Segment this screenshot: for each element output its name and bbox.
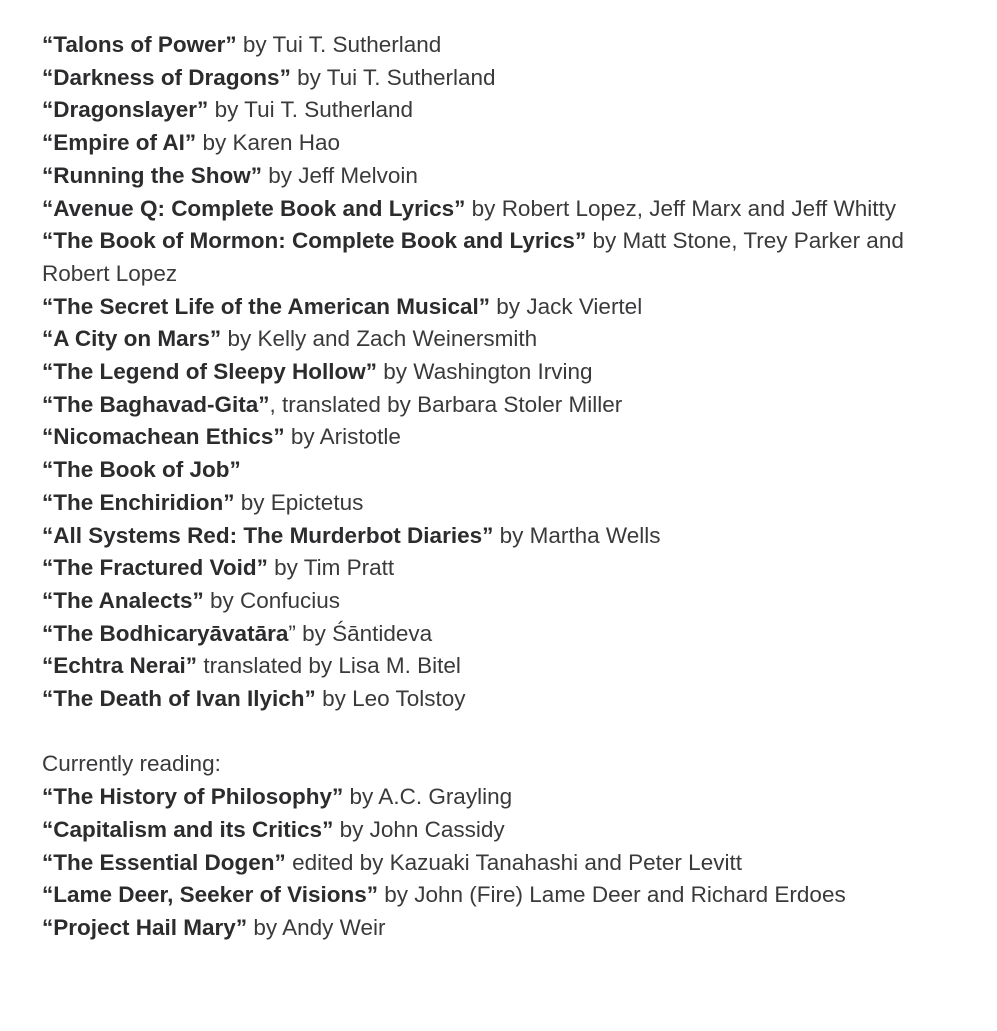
- book-author: by John (Fire) Lame Deer and Richard Erdoes: [378, 882, 846, 908]
- book-entry: [42, 487, 977, 520]
- book-entry: [42, 323, 977, 356]
- book-entry: [42, 291, 977, 324]
- book-title: “Nicomachean Ethics”: [42, 424, 285, 450]
- book-title: “The Enchiridion”: [42, 489, 235, 515]
- book-title: “The History of Philosophy”: [42, 784, 344, 810]
- book-author: by Leo Tolstoy: [315, 686, 466, 712]
- book-author: by Martha Wells: [493, 522, 661, 548]
- book-author: by Tim Pratt: [267, 555, 395, 581]
- book-author: by Kelly and Zach Weinersmith: [221, 326, 538, 352]
- book-title: “All Systems Red: The Murderbot Diaries”: [42, 522, 494, 548]
- book-title: “The Legend of Sleepy Hollow”: [42, 359, 378, 385]
- book-author: ” by Śāntideva: [288, 620, 433, 646]
- book-author: by Tui T. Sutherland: [290, 64, 496, 90]
- book-author: translated by Lisa M. Bitel: [197, 653, 461, 679]
- book-author: by Matt Stone, Trey Parker and Robert Lopez: [42, 228, 904, 286]
- book-entry: [42, 454, 977, 487]
- book-title: “Echtra Nerai”: [42, 653, 198, 679]
- book-author: by Tui T. Sutherland: [208, 97, 414, 123]
- book-entry: [42, 421, 977, 454]
- book-title: “The Death of Ivan Ilyich”: [42, 686, 316, 712]
- book-author: by A.C. Grayling: [343, 784, 513, 810]
- book-author: by Washington Irving: [377, 359, 593, 385]
- book-entry: [42, 781, 977, 814]
- read-books-list: [42, 29, 977, 716]
- book-entry: [42, 160, 977, 193]
- book-author: by Confucius: [203, 587, 341, 613]
- book-title: “The Analects”: [42, 587, 204, 613]
- book-entry: [42, 683, 977, 716]
- book-title: “The Book of Mormon: Complete Book and Lyrics”: [42, 228, 587, 254]
- book-entry: [42, 225, 977, 290]
- book-author: by Robert Lopez, Jeff Marx and Jeff Whitty: [465, 195, 897, 221]
- book-title: “A City on Mars”: [42, 326, 222, 352]
- book-entry: [42, 356, 977, 389]
- book-title: “The Baghavad-Gita”: [42, 391, 270, 417]
- book-entry: [42, 94, 977, 127]
- book-author: by Karen Hao: [196, 130, 341, 156]
- book-title: “Talons of Power”: [42, 32, 237, 57]
- book-author: by Aristotle: [284, 424, 401, 450]
- currently-reading-heading: Currently reading:: [42, 751, 221, 777]
- book-entry: [42, 650, 977, 683]
- book-author: by Andy Weir: [247, 914, 386, 940]
- book-entry: [42, 585, 977, 618]
- book-title: “Project Hail Mary”: [42, 914, 248, 940]
- book-entry: [42, 879, 977, 912]
- book-author: , translated by Barbara Stoler Miller: [269, 391, 623, 417]
- book-title: “The Essential Dogen”: [42, 849, 286, 875]
- book-entry: [42, 29, 977, 62]
- book-author: by Epictetus: [234, 489, 364, 515]
- book-title: “Running the Show”: [42, 162, 262, 188]
- book-title: “The Book of Job”: [42, 457, 241, 483]
- book-title: “Lame Deer, Seeker of Visions”: [42, 882, 378, 908]
- book-entry: [42, 520, 977, 553]
- book-title: “The Bodhicaryāvatāra: [42, 620, 289, 646]
- book-title: “Avenue Q: Complete Book and Lyrics”: [42, 195, 466, 221]
- book-entry: [42, 814, 977, 847]
- book-author: by Jeff Melvoin: [261, 162, 418, 188]
- book-entry: [42, 618, 977, 651]
- book-entry: [42, 552, 977, 585]
- book-entry: [42, 912, 977, 945]
- book-author: by John Cassidy: [333, 816, 505, 842]
- book-title: “The Fractured Void”: [42, 555, 268, 581]
- book-entry: [42, 127, 977, 160]
- book-entry: [42, 389, 977, 422]
- book-entry: [42, 193, 977, 226]
- book-author: edited by Kazuaki Tanahashi and Peter Levitt: [285, 849, 742, 875]
- book-author: by Tui T. Sutherland: [236, 32, 442, 57]
- book-title: “The Secret Life of the American Musical”: [42, 293, 491, 319]
- book-entry: [42, 62, 977, 95]
- book-title: “Empire of AI”: [42, 130, 197, 156]
- book-entry: [42, 847, 977, 880]
- book-title: “Capitalism and its Critics”: [42, 816, 334, 842]
- currently-reading-list: [42, 781, 977, 945]
- book-title: “Dragonslayer”: [42, 97, 209, 123]
- blank-line: [42, 716, 977, 749]
- book-title: “Darkness of Dragons”: [42, 64, 291, 90]
- book-author: by Jack Viertel: [490, 293, 643, 319]
